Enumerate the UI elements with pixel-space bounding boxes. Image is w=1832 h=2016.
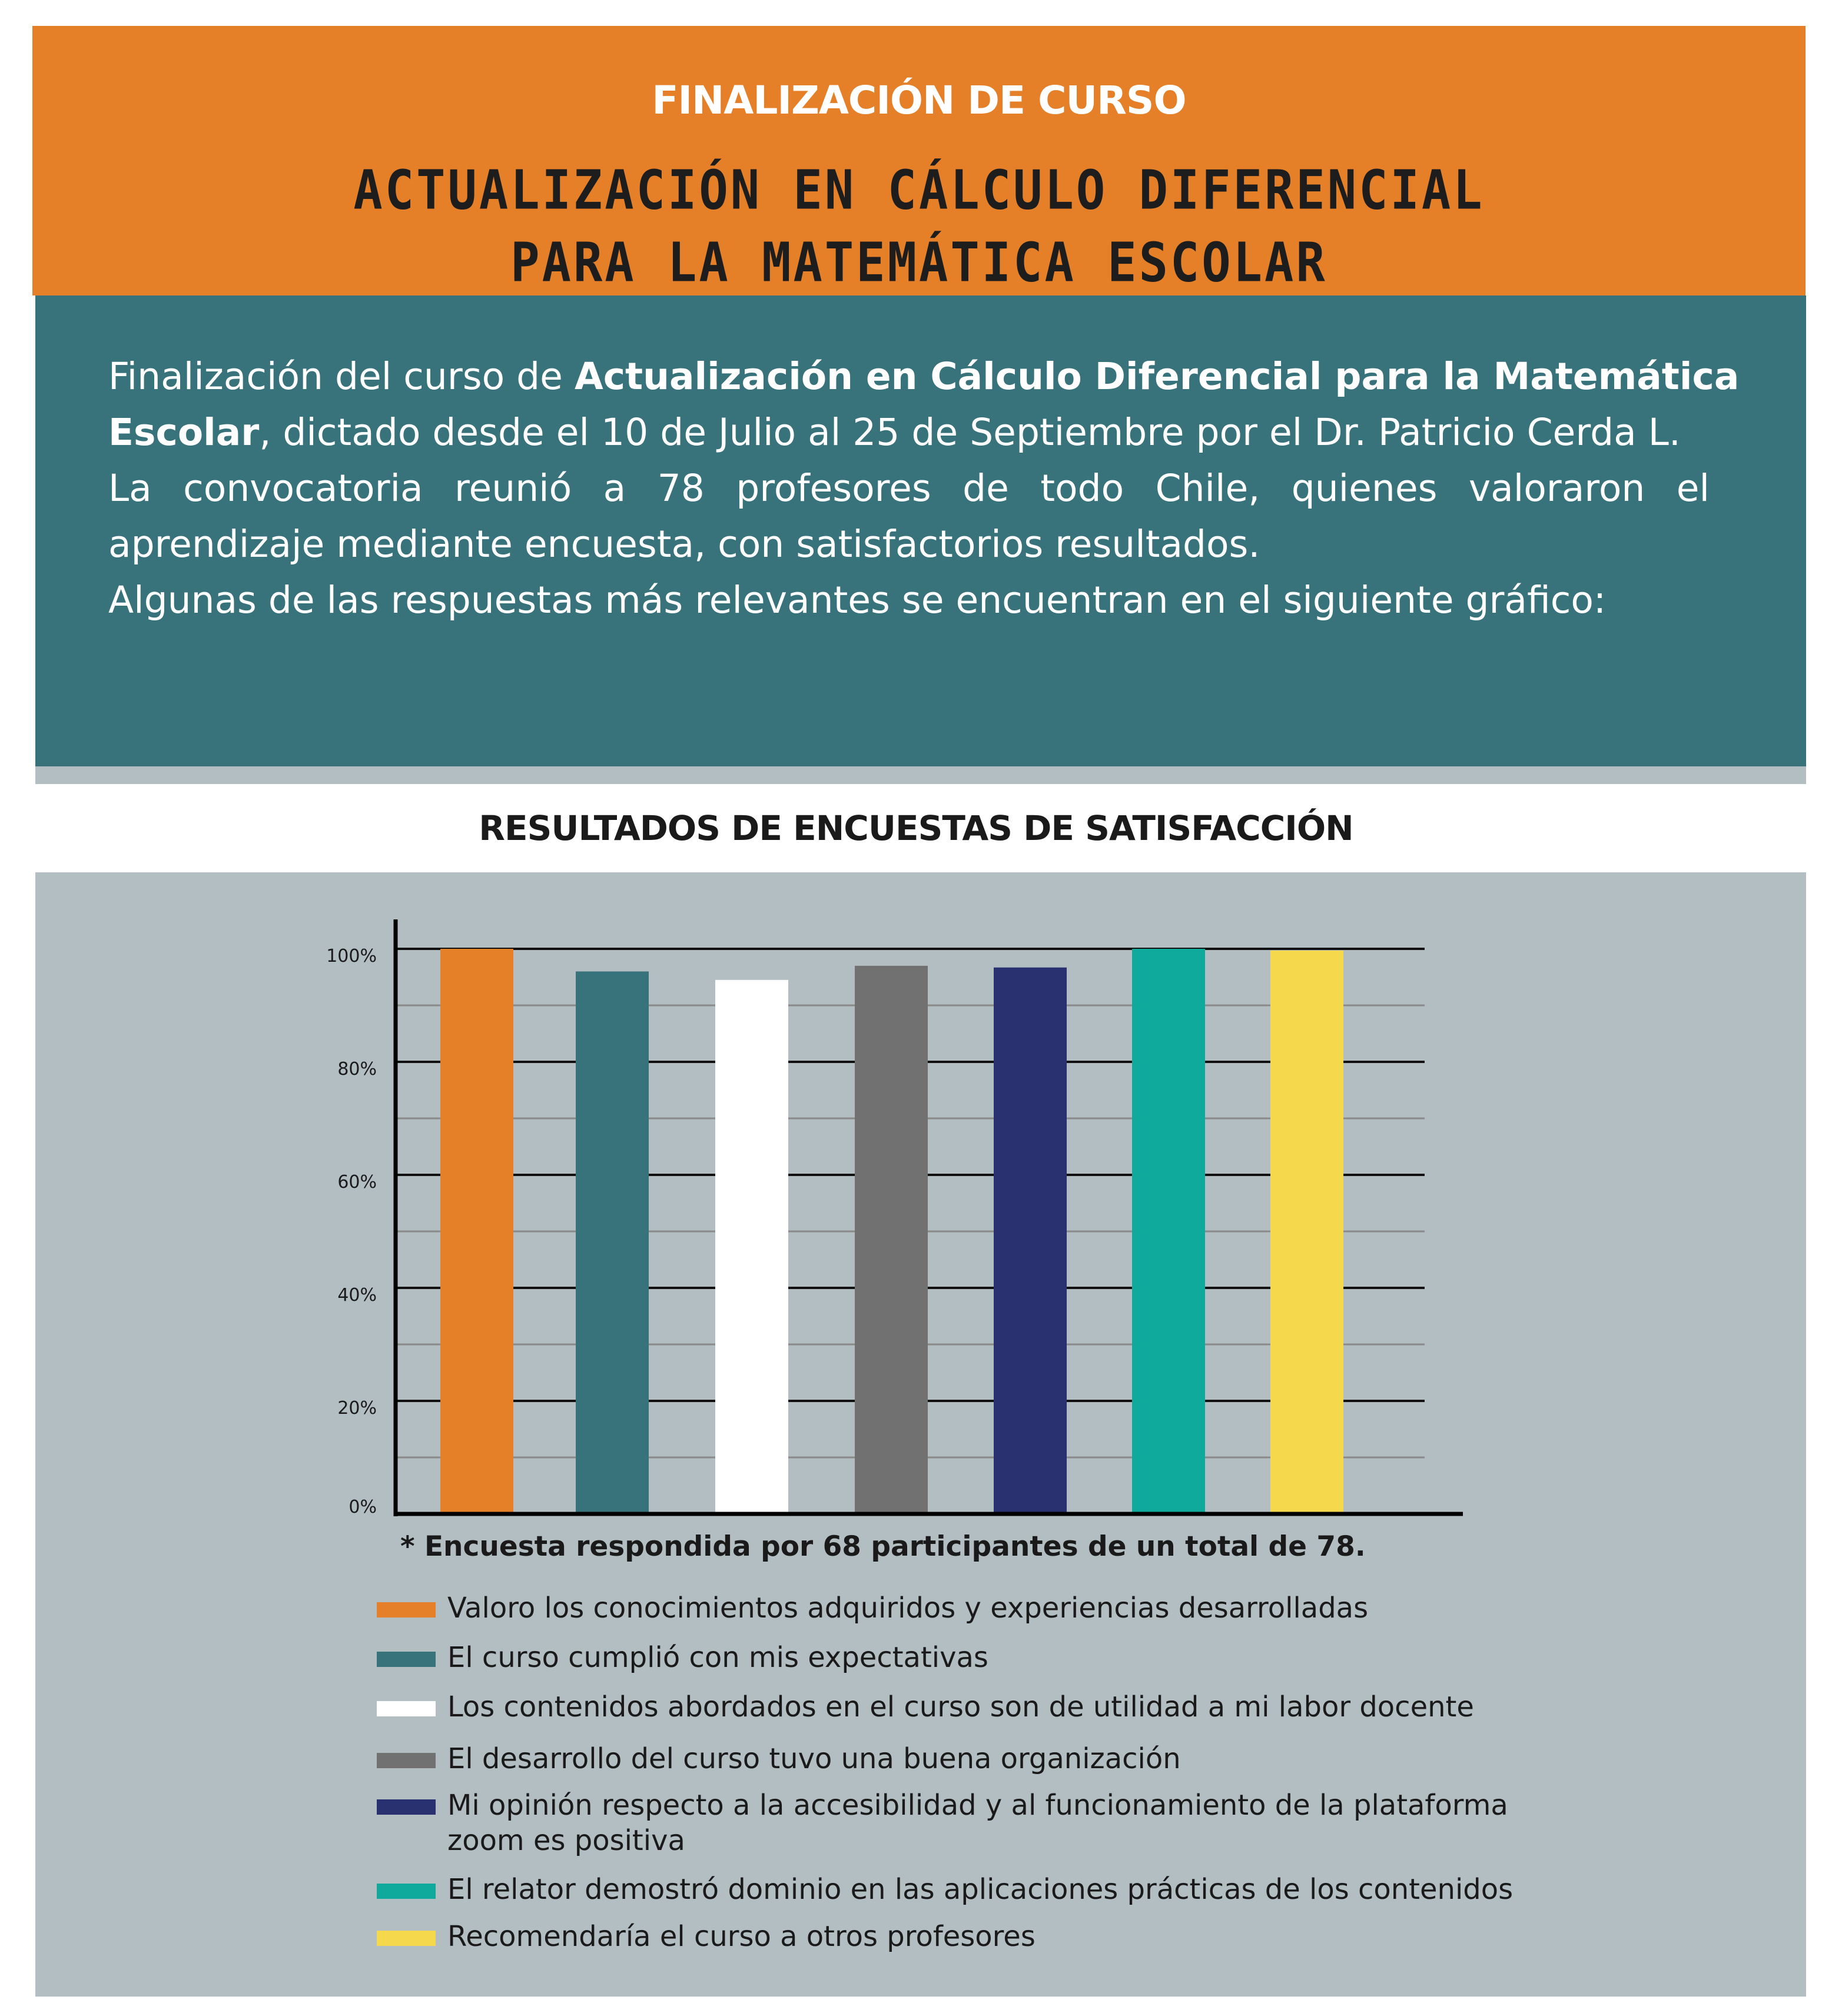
legend-swatch [377,1602,436,1618]
intro-line-2-text: , dictado desde el 10 de Julio al 25 de Septiembre por el Dr. Patricio Cerda L. [259,411,1681,454]
course-title-line-2: PARA LA MATEMÁTICA ESCOLAR [510,231,1327,294]
legend-label: El relator demostró dominio en las aplicaciones prácticas de los contenidos [447,1873,1514,1906]
survey-footnote: * Encuesta respondida por 68 participantes de un total de 78. [400,1530,1366,1563]
intro-course-name: Actualización en Cálculo Diferencial para la Matemática [574,355,1740,398]
bar [855,966,928,1514]
bar [576,971,649,1514]
y-tick-label: 40% [337,1285,377,1306]
bar [1270,951,1343,1514]
y-tick-label: 100% [326,946,377,967]
intro-panel [35,295,1806,766]
legend-label: Mi opinión respecto a la accesibilidad y al funcionamiento de la plataforma zoom es positiva [447,1789,1508,1857]
legend-label: El desarrollo del curso tuvo una buena organización [447,1742,1181,1775]
legend-swatch [377,1701,436,1716]
legend-swatch [377,1884,436,1899]
y-tick-label: 0% [349,1497,377,1517]
y-tick-label: 20% [337,1398,377,1419]
intro-line-4: aprendizaje mediante encuesta, con satisfactorios resultados. [108,523,1260,566]
y-tick-label: 60% [337,1172,377,1193]
bar [715,980,788,1514]
intro-line-1 [108,348,1740,404]
header-banner [32,26,1806,295]
intro-course-name-end: Escolar [108,411,260,454]
intro-line-2 [108,404,1710,460]
legend-label: Valoro los conocimientos adquiridos y experiencias desarrolladas [447,1592,1369,1625]
legend-swatch [377,1799,436,1815]
intro-line-1-text: Finalización del curso de [108,355,575,398]
kicker-heading: FINALIZACIÓN DE CURSO [652,78,1186,123]
legend-label: El curso cumplió con mis expectativas [447,1641,988,1674]
legend-label: Los contenidos abordados en el curso son de utilidad a mi labor docente [447,1690,1474,1723]
legend-swatch [377,1931,436,1946]
intro-line-5: Algunas de las respuestas más relevantes se encuentran en el siguiente gráfico: [108,579,1607,622]
intro-divider [35,766,1806,784]
bar [1132,949,1205,1514]
intro-paragraph [108,348,1740,628]
intro-line-3: La convocatoria reunió a 78 profesores de todo Chile, quienes valoraron el [108,467,1710,510]
bar [440,949,513,1514]
course-title-line-1: ACTUALIZACIÓN EN CÁLCULO DIFERENCIAL [353,159,1485,222]
results-title: RESULTADOS DE ENCUESTAS DE SATISFACCIÓN [479,808,1353,848]
y-tick-label: 80% [337,1059,377,1080]
legend-swatch [377,1652,436,1667]
legend-swatch [377,1753,436,1768]
bar [994,968,1067,1514]
legend-label: Recomendaría el curso a otros profesores [447,1920,1036,1953]
